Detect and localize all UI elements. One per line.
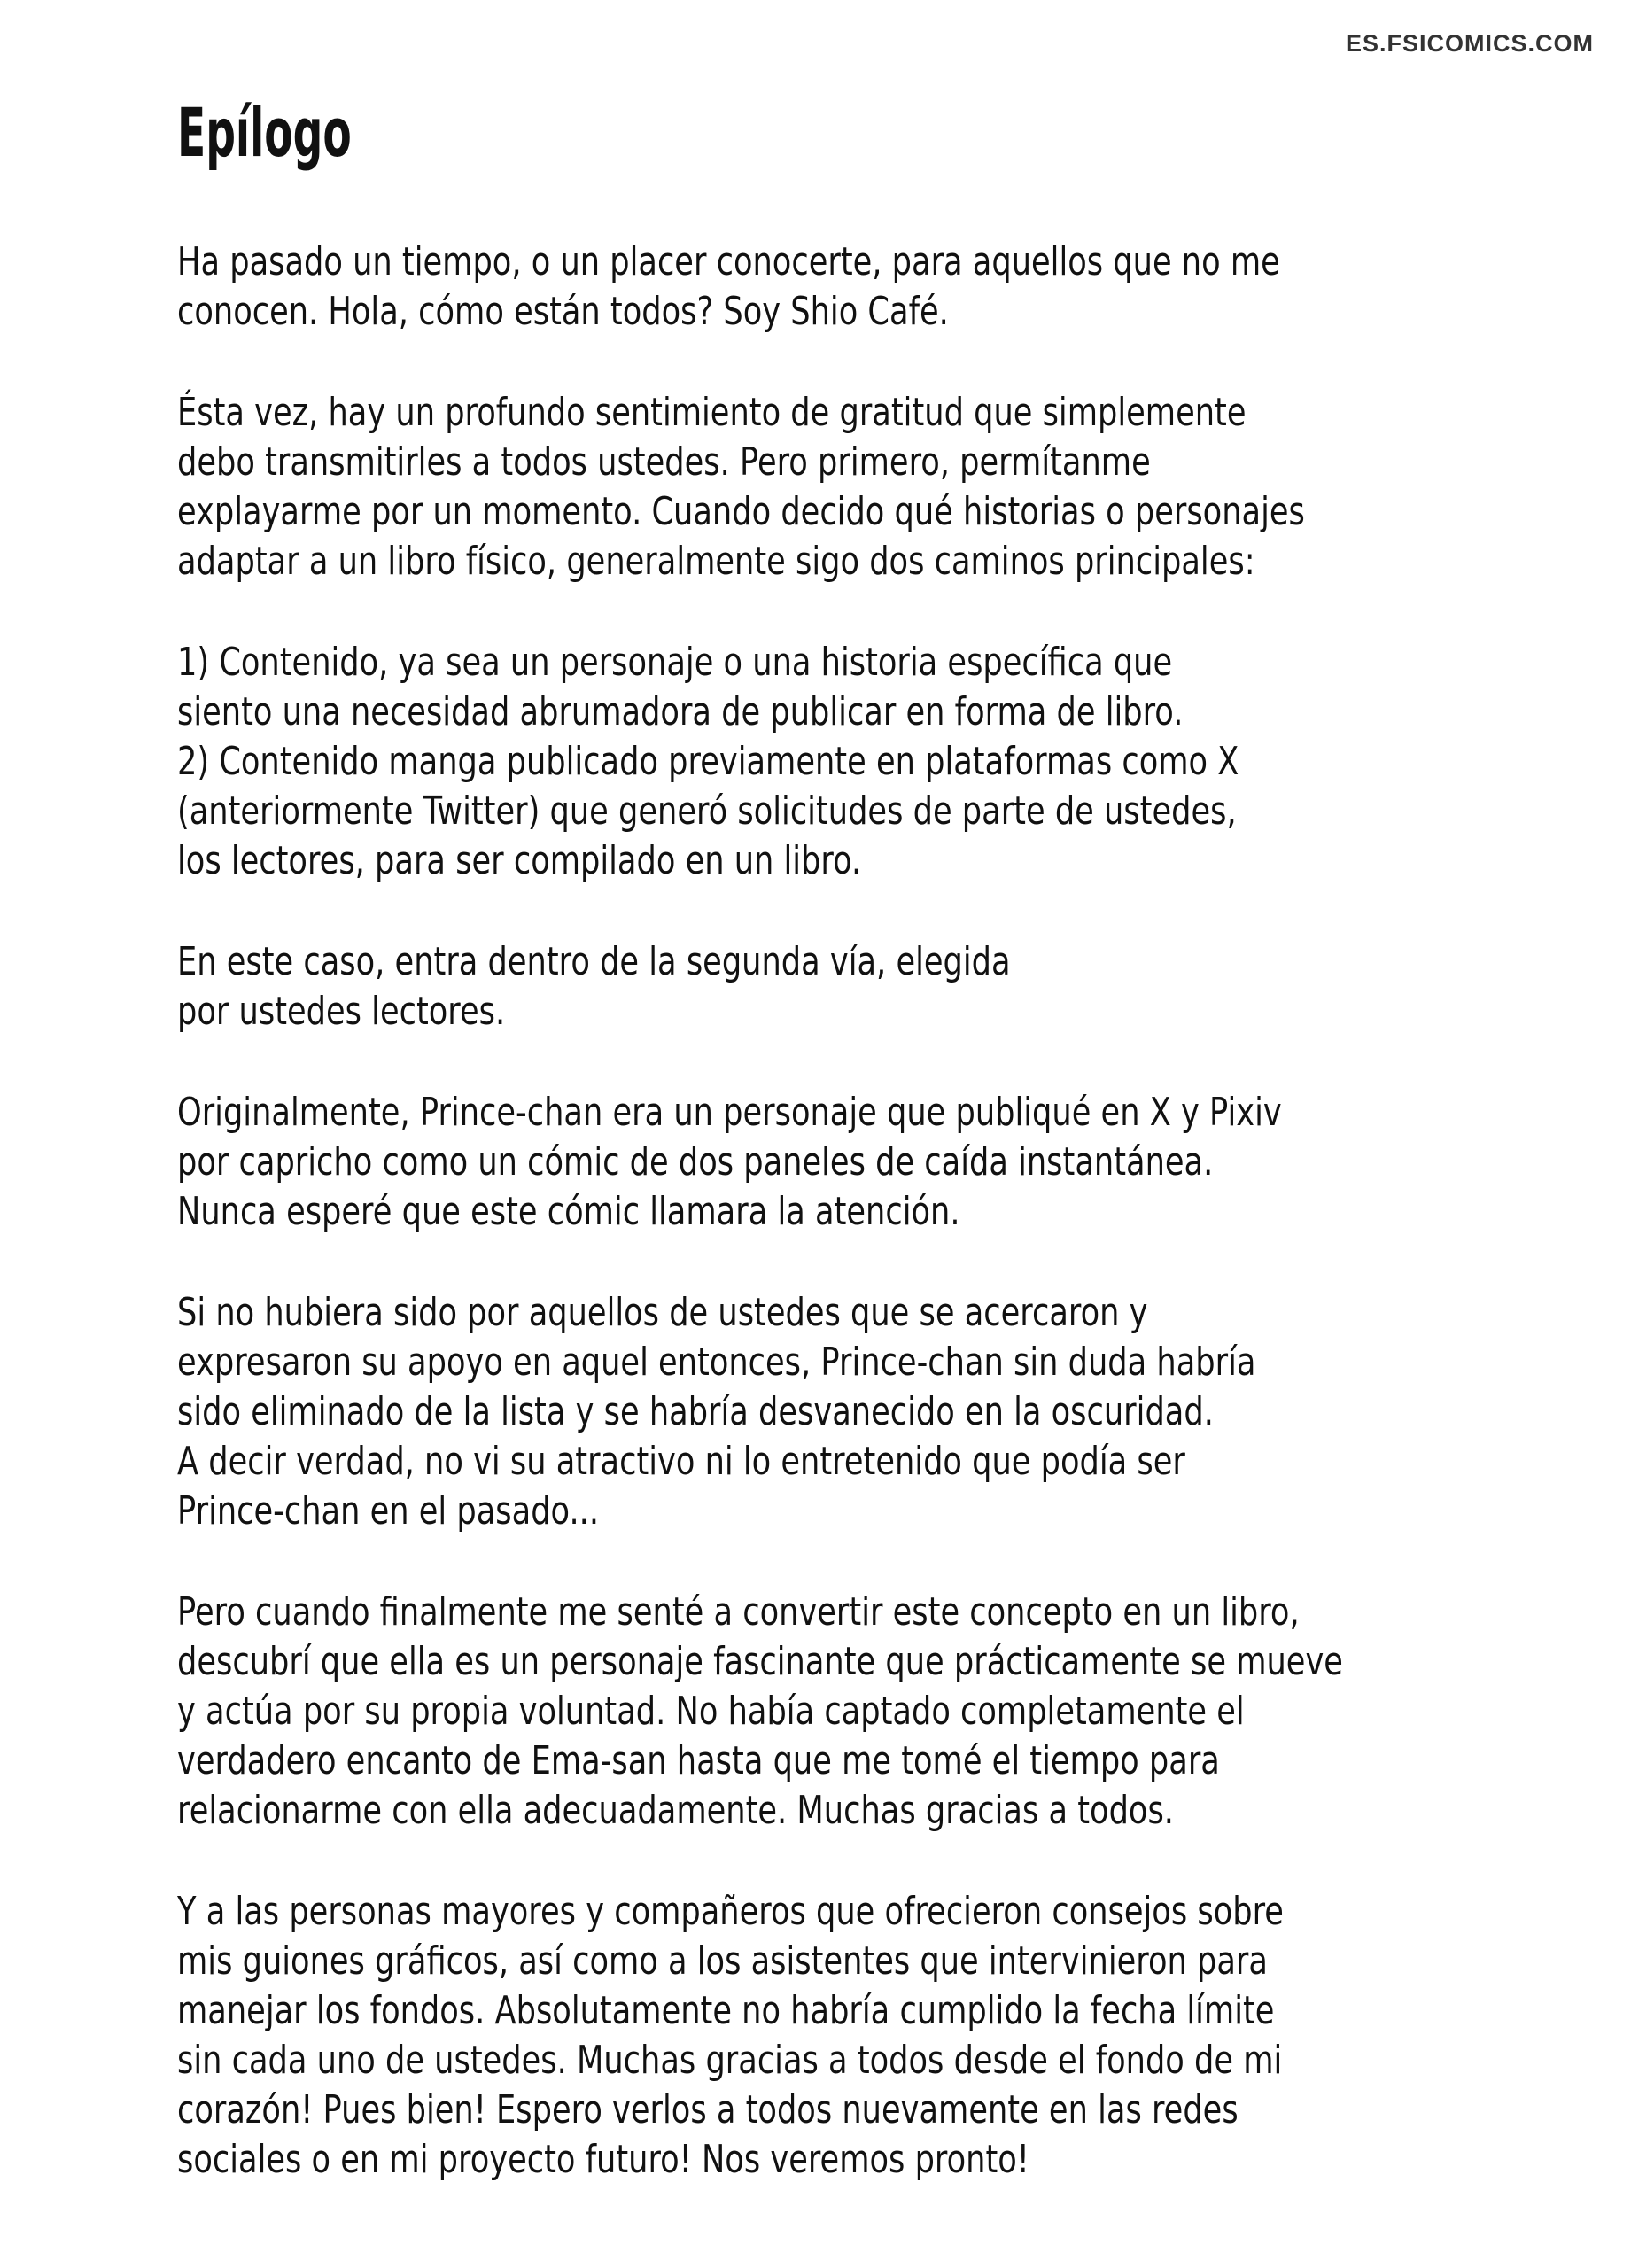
text-line: sociales o en mi proyecto futuro! Nos veremos pronto! xyxy=(177,2136,1029,2182)
paragraph-greeting xyxy=(177,237,1480,337)
paragraph-character xyxy=(177,1588,1480,1836)
paragraph-this-case xyxy=(177,937,1480,1037)
text-line: manejar los fondos. Absolutamente no habría cumplido la fecha límite xyxy=(177,1987,1275,2033)
text-line: expresaron su apoyo en aquel entonces, Prince-chan sin duda habría xyxy=(177,1339,1256,1385)
text-line: Si no hubiera sido por aquellos de ustedes que se acercaron y xyxy=(177,1289,1148,1335)
site-watermark: ES.FSICOMICS.COM xyxy=(1345,30,1594,57)
text-line: verdadero encanto de Ema-san hasta que me tomé el tiempo para xyxy=(177,1737,1220,1783)
paragraph-gratitude xyxy=(177,388,1480,586)
text-line: adaptar a un libro físico, generalmente sigo dos caminos principales: xyxy=(177,538,1255,584)
text-line: por capricho como un cómic de dos paneles de caída instantánea. xyxy=(177,1138,1214,1184)
text-line: mis guiones gráficos, así como a los asistentes que intervinieron para xyxy=(177,1938,1268,1984)
text-line: Ha pasado un tiempo, o un placer conocerte, para aquellos que no me xyxy=(177,238,1280,284)
text-line: Pero cuando finalmente me senté a convertir este concepto en un libro, xyxy=(177,1588,1300,1635)
paragraph-origin xyxy=(177,1088,1480,1237)
text-line: Y a las personas mayores y compañeros que ofrecieron consejos sobre xyxy=(177,1888,1284,1934)
text-line: explayarme por un momento. Cuando decido qué historias o personajes xyxy=(177,488,1305,534)
text-line: por ustedes lectores. xyxy=(177,988,506,1034)
text-line: Prince-chan en el pasado... xyxy=(177,1487,600,1534)
paragraph-paths-list xyxy=(177,638,1480,886)
text-line: Ésta vez, hay un profundo sentimiento de gratitud que simplemente xyxy=(177,389,1247,435)
text-line: Originalmente, Prince-chan era un personaje que publiqué en X y Pixiv xyxy=(177,1089,1282,1135)
paragraph-thanks xyxy=(177,1887,1480,2185)
text-line: debo transmitirles a todos ustedes. Pero primero, permítanme xyxy=(177,439,1151,485)
text-line: 2) Contenido manga publicado previamente en plataformas como X xyxy=(177,738,1239,784)
text-line: Nunca esperé que este cómic llamara la atención. xyxy=(177,1188,960,1234)
text-line: los lectores, para ser compilado en un libro. xyxy=(177,837,862,883)
text-line: sido eliminado de la lista y se habría desvanecido en la oscuridad. xyxy=(177,1388,1214,1434)
text-line: A decir verdad, no vi su atractivo ni lo entretenido que podía ser xyxy=(177,1438,1185,1484)
paragraph-support xyxy=(177,1288,1480,1536)
text-line: (anteriormente Twitter) que generó solicitudes de parte de ustedes, xyxy=(177,788,1237,834)
text-line: sin cada uno de ustedes. Muchas gracias a todos desde el fondo de mi xyxy=(177,2037,1283,2083)
text-line: y actúa por su propia voluntad. No había captado completamente el xyxy=(177,1688,1245,1734)
page-title: Epílogo xyxy=(177,93,352,172)
text-line: 1) Contenido, ya sea un personaje o una historia específica que xyxy=(177,639,1173,685)
text-line: siento una necesidad abrumadora de publicar en forma de libro. xyxy=(177,688,1184,734)
text-line: descubrí que ella es un personaje fascinante que prácticamente se mueve xyxy=(177,1638,1343,1684)
text-line: En este caso, entra dentro de la segunda vía, elegida xyxy=(177,938,1011,984)
text-line: corazón! Pues bien! Espero verlos a todos nuevamente en las redes xyxy=(177,2086,1239,2132)
text-line: conocen. Hola, cómo están todos? Soy Shio Café. xyxy=(177,288,949,334)
epilogue-page xyxy=(177,93,1480,2236)
text-line: relacionarme con ella adecuadamente. Muchas gracias a todos. xyxy=(177,1787,1174,1833)
